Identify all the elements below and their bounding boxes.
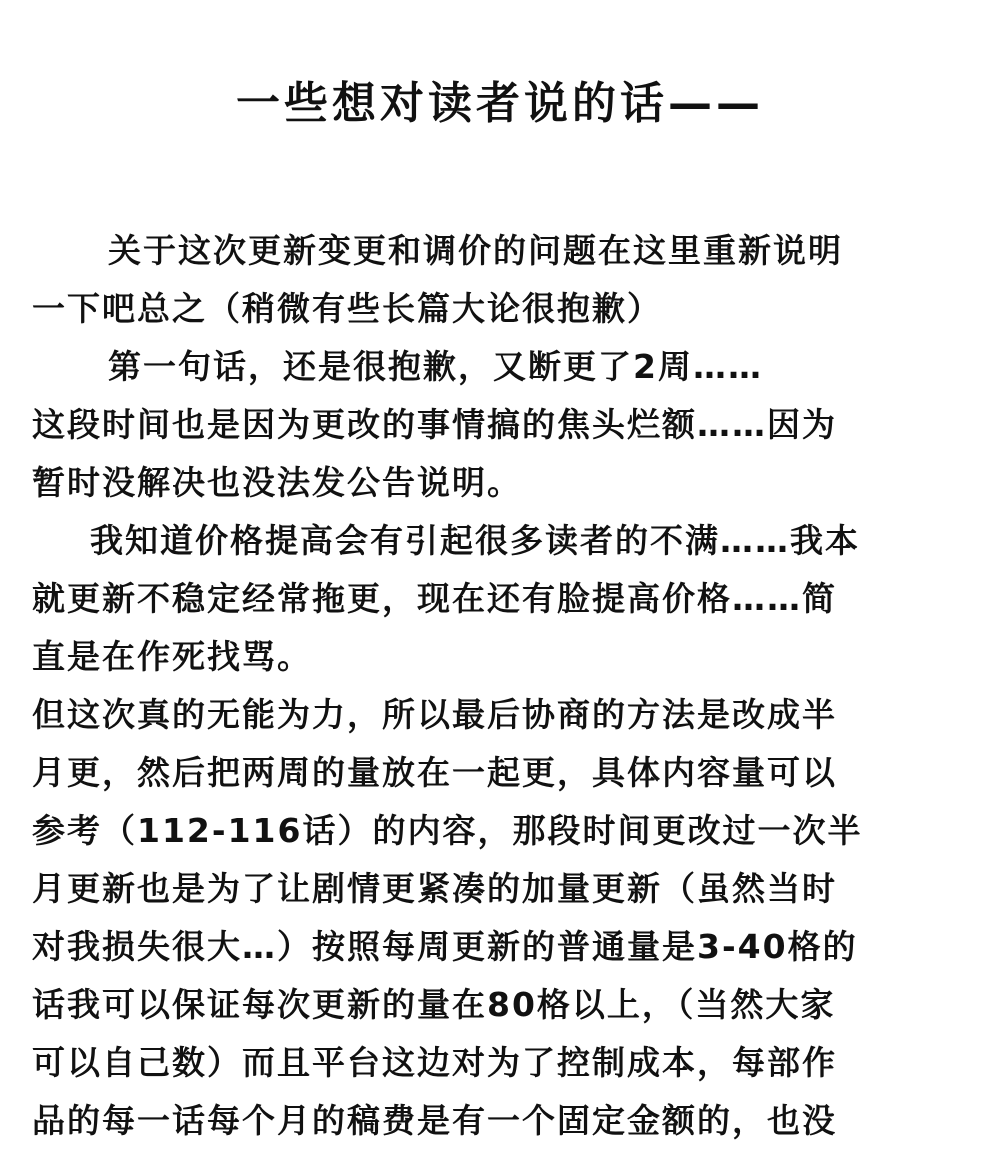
paragraph-line: 一下吧总之（稍微有些长篇大论很抱歉）: [32, 289, 662, 328]
paragraph-line: 月更，然后把两周的量放在一起更，具体内容量可以: [32, 753, 837, 792]
paragraph-line: 暂时没解决也没法发公告说明。: [32, 463, 522, 502]
paragraph-line: 这段时间也是因为更改的事情搞的焦头烂额……因为: [32, 405, 837, 444]
paragraph-line: 直是在作死找骂。: [32, 637, 312, 676]
paragraph-line: 可以自己数）而且平台这边对为了控制成本，每部作: [32, 1043, 837, 1082]
body-text: [32, 222, 972, 1150]
paragraph-line: 关于这次更新变更和调价的问题在这里重新说明: [108, 231, 843, 270]
paragraph-line: 但这次真的无能为力，所以最后协商的方法是改成半: [32, 695, 837, 734]
paragraph-line: 我知道价格提高会有引起很多读者的不满……我本: [90, 521, 860, 560]
paragraph-line: 就更新不稳定经常拖更，现在还有脸提高价格……简: [32, 579, 837, 618]
paragraph-line: 参考（112-116话）的内容，那段时间更改过一次半: [32, 811, 863, 850]
page-title: 一些想对读者说的话——: [236, 78, 764, 129]
paragraph-line: 对我损失很大…）按照每周更新的普通量是3-40格的: [32, 927, 858, 966]
paragraph-line: 第一句话，还是很抱歉，又断更了2周……: [108, 347, 763, 386]
paragraph-line: 话我可以保证每次更新的量在80格以上，（当然大家: [32, 985, 836, 1024]
paragraph-line: 月更新也是为了让剧情更紧凑的加量更新（虽然当时: [32, 869, 837, 908]
paragraph-line: 品的每一话每个月的稿费是有一个固定金额的，也没: [32, 1101, 837, 1140]
